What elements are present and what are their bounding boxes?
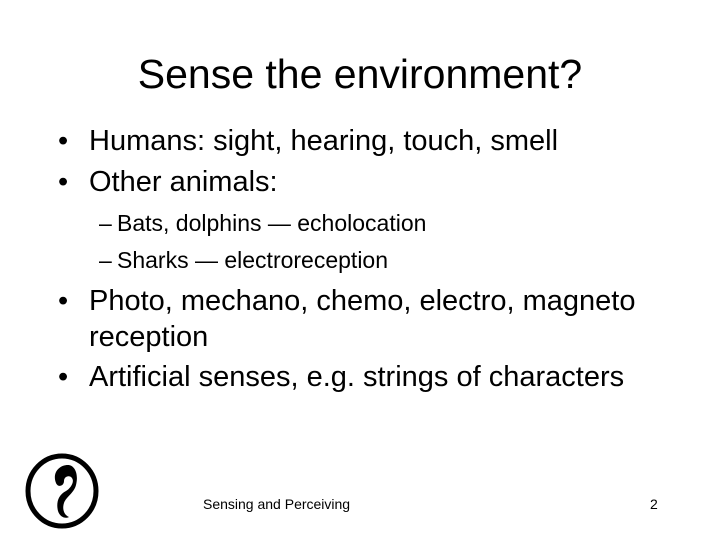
bullet-item xyxy=(58,123,708,160)
bullet-item xyxy=(58,283,708,355)
bullet-item xyxy=(58,359,708,396)
bullet-marker: • xyxy=(58,125,69,157)
bullet-item xyxy=(58,164,708,201)
sub-bullet-item xyxy=(99,242,708,279)
bullet-marker: • xyxy=(58,285,69,317)
sub-bullet-marker: – xyxy=(99,210,112,236)
bullet-marker: • xyxy=(58,361,69,393)
sub-bullet-text: Sharks — electroreception xyxy=(117,247,389,273)
slide-title: Sense the environment? xyxy=(137,51,583,97)
footer-title: Sensing and Perceiving xyxy=(203,496,351,512)
sub-bullet-marker: – xyxy=(99,247,112,273)
bullet-text: Other animals: xyxy=(89,166,278,198)
bullet-text: Artificial senses, e.g. strings of characters xyxy=(89,361,625,393)
bullet-text: Humans: sight, hearing, touch, smell xyxy=(89,125,559,157)
sub-list-container xyxy=(58,205,708,279)
sub-bullet-item xyxy=(99,205,708,242)
bullet-text: Photo, mechano, chemo, electro, magneto reception xyxy=(89,285,636,353)
sub-bullet-list xyxy=(58,205,708,279)
bullet-marker: • xyxy=(58,166,69,198)
sub-bullet-text: Bats, dolphins — echolocation xyxy=(117,210,427,236)
swirl-logo-icon xyxy=(24,453,100,529)
bullet-list xyxy=(58,123,708,400)
page-number: 2 xyxy=(650,496,658,512)
